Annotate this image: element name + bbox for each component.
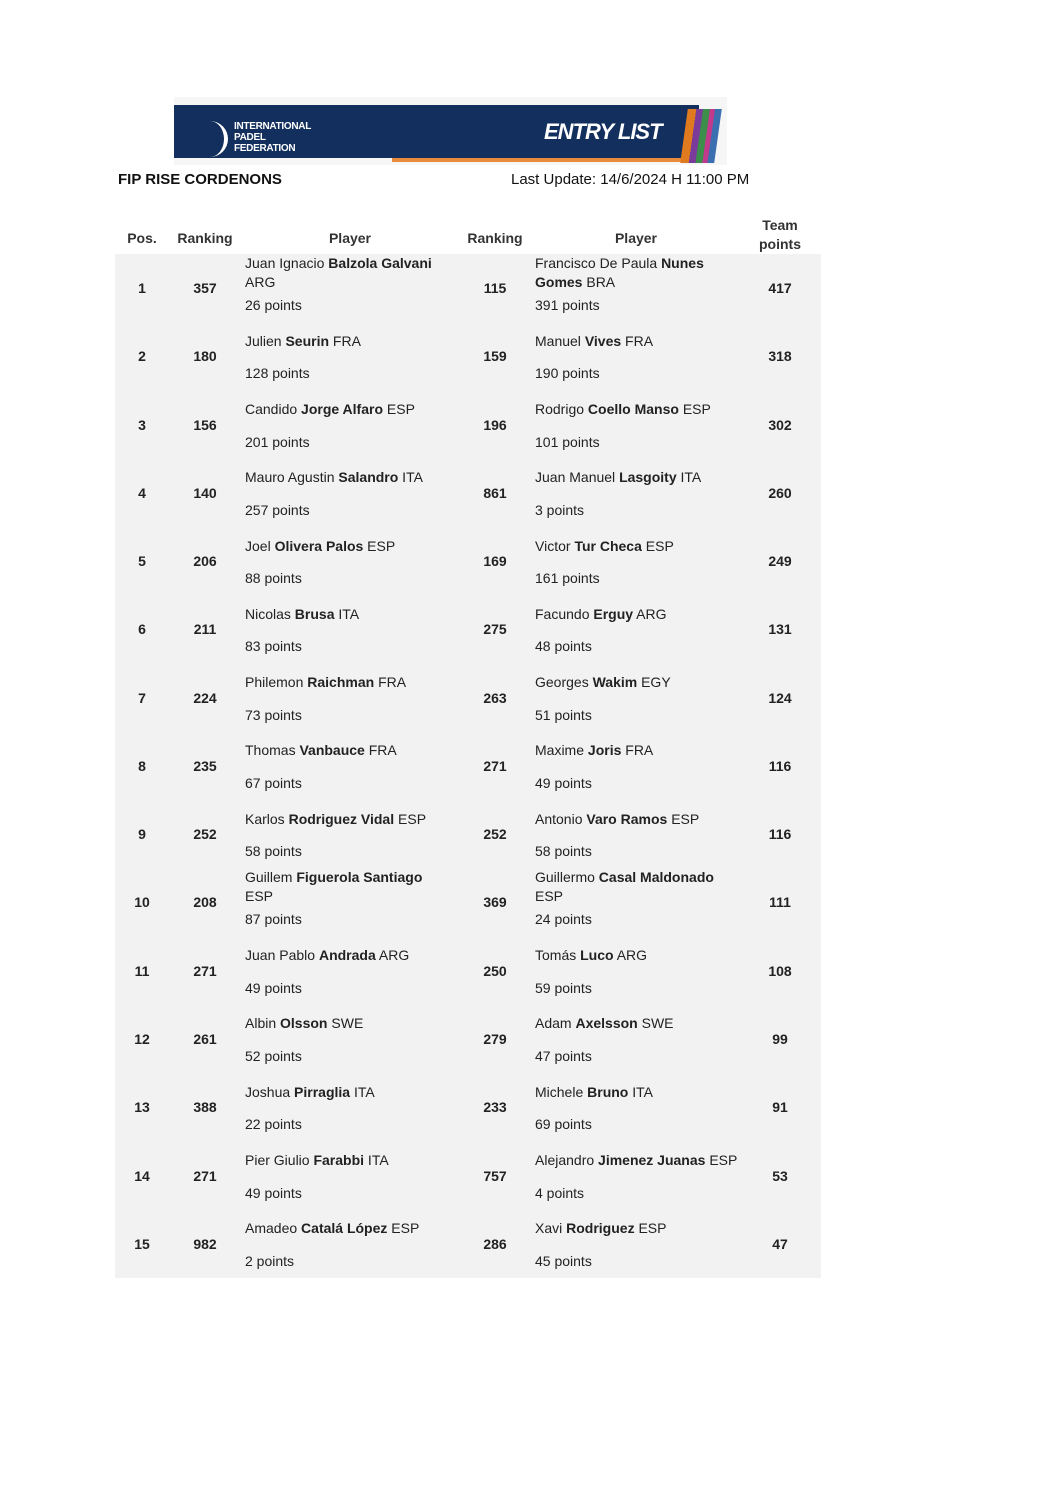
ranking-2: 169 <box>483 553 507 570</box>
player-1 <box>245 1005 450 1066</box>
table-row <box>115 1005 821 1073</box>
last-name: Nunes Gomes <box>535 255 704 290</box>
country: ESP <box>363 537 396 554</box>
first-name: Michele <box>535 1083 588 1100</box>
team-points: 47 <box>772 1235 788 1252</box>
table-row <box>115 800 821 868</box>
last-name: Olsson <box>280 1015 328 1032</box>
tournament-title: FIP RISE CORDENONS <box>118 171 282 188</box>
first-name: Guillermo <box>535 869 599 886</box>
last-name: Jorge Alfaro <box>301 401 383 418</box>
country: SWE <box>637 1015 674 1032</box>
header-ranking-2: Ranking <box>467 230 523 246</box>
player-2 <box>535 595 740 656</box>
ranking-2: 861 <box>483 484 507 501</box>
last-name: Erguy <box>593 605 634 622</box>
last-name: Varo Ramos <box>586 810 668 827</box>
header-team-points: Team points <box>759 217 801 252</box>
table-row <box>115 254 821 322</box>
country: EGY <box>637 674 671 691</box>
last-name: Farabbi <box>313 1152 365 1168</box>
player-name <box>245 322 450 360</box>
player-2 <box>535 1073 740 1134</box>
country: SWE <box>327 1015 364 1032</box>
player-points: 52 points <box>245 1047 302 1064</box>
country: ITA <box>334 605 360 622</box>
last-name: Figuerola Santiago <box>296 869 423 886</box>
banner-accent <box>392 158 692 162</box>
first-name: Mauro Agustin <box>245 469 339 486</box>
country: ESP <box>667 810 700 827</box>
player-points: 101 points <box>535 433 600 450</box>
ranking-1: 261 <box>193 1030 217 1047</box>
player-name <box>245 868 450 906</box>
first-name: Alejandro <box>535 1152 599 1168</box>
ranking-1: 252 <box>193 826 217 843</box>
last-update: Last Update: 14/6/2024 H 11:00 PM <box>511 171 750 188</box>
last-name: Pirraglia <box>294 1083 351 1100</box>
first-name: Rodrigo <box>535 401 588 418</box>
position: 11 <box>134 962 150 979</box>
player-name <box>535 664 740 702</box>
last-name: Vives <box>584 332 622 349</box>
last-name: Coello Manso <box>587 401 679 418</box>
ranking-1: 271 <box>193 962 217 979</box>
player-2 <box>535 868 740 929</box>
last-name: Andrada <box>318 947 376 964</box>
table-row <box>115 1142 821 1210</box>
position: 14 <box>134 1167 150 1184</box>
first-name: Candido <box>245 401 302 418</box>
player-points: 24 points <box>535 911 592 928</box>
team-points: 417 <box>768 280 792 296</box>
player-name <box>535 391 740 429</box>
player-2 <box>535 1005 740 1066</box>
player-points: 190 points <box>535 365 600 382</box>
player-2 <box>535 664 740 725</box>
player-points: 49 points <box>245 979 302 996</box>
ranking-1: 235 <box>193 757 217 774</box>
position: 2 <box>138 348 146 365</box>
team-points: 249 <box>768 553 792 570</box>
player-name <box>245 459 450 497</box>
team-points: 302 <box>768 416 792 433</box>
country: FRA <box>621 742 654 759</box>
player-name <box>245 664 450 702</box>
player-1 <box>245 1142 450 1203</box>
last-name: Olivera Palos <box>274 537 364 554</box>
ranking-1: 180 <box>193 348 217 365</box>
team-points: 116 <box>768 826 792 843</box>
player-1 <box>245 527 450 588</box>
country: ARG <box>375 947 410 964</box>
player-1 <box>245 868 450 929</box>
first-name: Nicolas <box>245 605 295 622</box>
first-name: Juan Ignacio <box>245 255 329 271</box>
country: FRA <box>329 332 361 349</box>
player-name <box>535 254 740 292</box>
country: ESP <box>535 888 564 905</box>
first-name: Manuel <box>535 332 585 349</box>
player-points: 128 points <box>245 365 310 382</box>
ranking-2: 286 <box>483 1235 507 1252</box>
first-name: Xavi <box>535 1220 567 1237</box>
player-name <box>535 322 740 360</box>
team-points: 99 <box>772 1030 788 1047</box>
team-points: 124 <box>768 689 792 706</box>
position: 7 <box>138 689 146 706</box>
country: ITA <box>350 1083 375 1100</box>
country: ARG <box>613 947 648 964</box>
table-row <box>115 937 821 1005</box>
player-points: 22 points <box>245 1116 302 1133</box>
player-points: 51 points <box>535 706 592 723</box>
last-name: Axelsson <box>575 1015 638 1032</box>
player-1 <box>245 1073 450 1134</box>
player-points: 58 points <box>245 843 302 860</box>
banner-label: ENTRY LIST <box>544 119 662 144</box>
player-1 <box>245 937 450 998</box>
player-points: 257 points <box>245 501 310 518</box>
position: 12 <box>134 1030 150 1047</box>
first-name: Facundo <box>535 605 594 622</box>
player-points: 73 points <box>245 706 302 723</box>
ranking-2: 369 <box>483 894 507 911</box>
player-name <box>245 1210 450 1248</box>
country: ESP <box>387 1220 420 1237</box>
player-name <box>535 595 740 633</box>
player-name <box>535 1210 740 1248</box>
country: ITA <box>364 1152 389 1168</box>
player-1 <box>245 595 450 656</box>
country: ITA <box>628 1083 653 1100</box>
player-1 <box>245 391 450 452</box>
player-name <box>245 800 450 838</box>
player-2 <box>535 391 740 452</box>
player-2 <box>535 1210 740 1271</box>
player-2 <box>535 1142 740 1203</box>
team-points: 260 <box>768 484 792 501</box>
position: 3 <box>138 416 146 433</box>
player-name <box>535 800 740 838</box>
player-points: 69 points <box>535 1116 592 1133</box>
player-points: 88 points <box>245 570 302 587</box>
player-name <box>535 1142 740 1180</box>
ranking-2: 279 <box>483 1030 507 1047</box>
player-points: 58 points <box>535 843 592 860</box>
position: 15 <box>134 1235 150 1252</box>
country: ITA <box>676 469 702 486</box>
first-name: Karlos <box>245 810 289 827</box>
last-name: Catalá López <box>301 1220 388 1237</box>
position: 8 <box>138 757 146 774</box>
first-name: Amadeo <box>245 1220 302 1237</box>
first-name: Juan Manuel <box>535 469 620 486</box>
ranking-2: 115 <box>483 280 507 296</box>
fip-logo-icon <box>200 121 228 157</box>
player-2 <box>535 800 740 861</box>
ranking-2: 196 <box>483 416 507 433</box>
country: ESP <box>634 1220 667 1237</box>
first-name: Guillem <box>245 869 297 886</box>
position: 5 <box>138 553 146 570</box>
player-name <box>535 937 740 975</box>
country: ESP <box>245 888 274 905</box>
player-name <box>245 937 450 975</box>
player-points: 49 points <box>535 774 592 791</box>
ranking-2: 250 <box>483 962 507 979</box>
ranking-1: 224 <box>193 689 217 706</box>
player-2 <box>535 322 740 383</box>
last-name: Rodriguez <box>566 1220 635 1237</box>
table-row <box>115 322 821 390</box>
player-name <box>535 732 740 770</box>
ranking-1: 156 <box>193 416 217 433</box>
country: ESP <box>641 537 674 554</box>
first-name: Juan Pablo <box>245 947 319 964</box>
last-name: Luco <box>580 947 614 964</box>
player-points: 161 points <box>535 570 600 587</box>
last-name: Casal Maldonado <box>598 869 714 886</box>
ranking-2: 271 <box>483 757 507 774</box>
last-name: Salandro <box>338 469 399 486</box>
country: BRA <box>582 274 616 290</box>
country: ESP <box>678 401 711 418</box>
player-name <box>245 391 450 429</box>
position: 9 <box>138 826 146 843</box>
team-points: 53 <box>772 1167 788 1184</box>
team-points: 131 <box>768 621 792 638</box>
table-row <box>115 527 821 595</box>
fip-banner <box>174 97 727 165</box>
position: 13 <box>134 1099 150 1116</box>
ranking-1: 140 <box>193 484 217 501</box>
ranking-1: 211 <box>193 621 217 638</box>
country: ARG <box>245 274 276 290</box>
player-1 <box>245 254 450 315</box>
header-player-1: Player <box>328 230 372 246</box>
player-name <box>535 459 740 497</box>
first-name: Tomás <box>535 947 581 964</box>
player-1 <box>245 732 450 793</box>
country: FRA <box>621 332 654 349</box>
player-2 <box>535 732 740 793</box>
ranking-1: 357 <box>193 280 217 296</box>
country: ESP <box>394 810 427 827</box>
player-name <box>245 1142 450 1180</box>
last-name: Joris <box>587 742 622 759</box>
ranking-2: 159 <box>483 348 507 365</box>
country: ARG <box>633 605 667 622</box>
player-2 <box>535 527 740 588</box>
last-name: Lasgoity <box>619 469 677 486</box>
first-name: Maxime <box>535 742 588 759</box>
country: ITA <box>398 469 423 486</box>
player-points: 49 points <box>245 1184 302 1201</box>
player-name <box>535 1005 740 1043</box>
table-row <box>115 732 821 800</box>
team-points: 318 <box>768 348 792 365</box>
player-2 <box>535 459 740 520</box>
first-name: Philemon <box>245 674 308 691</box>
last-name: Seurin <box>285 332 330 349</box>
team-points: 108 <box>768 962 792 979</box>
position: 10 <box>134 894 150 911</box>
first-name: Thomas <box>245 742 300 759</box>
team-points: 91 <box>772 1099 788 1116</box>
ranking-1: 271 <box>193 1167 217 1184</box>
ranking-1: 388 <box>193 1099 217 1116</box>
ranking-1: 208 <box>193 894 217 911</box>
table-row <box>115 664 821 732</box>
team-points: 111 <box>769 894 791 911</box>
player-1 <box>245 322 450 383</box>
player-points: 67 points <box>245 774 302 791</box>
team-points: 116 <box>768 757 792 774</box>
player-points: 47 points <box>535 1047 592 1064</box>
player-1 <box>245 459 450 520</box>
player-name <box>535 1073 740 1111</box>
last-name: Balzola Galvani <box>328 255 432 271</box>
player-name <box>245 1073 450 1111</box>
player-2 <box>535 937 740 998</box>
first-name: Antonio <box>535 810 587 827</box>
ranking-2: 275 <box>483 621 507 638</box>
first-name: Pier Giulio <box>245 1152 314 1168</box>
ranking-1: 982 <box>193 1235 217 1252</box>
table-row <box>115 595 821 663</box>
player-points: 59 points <box>535 979 592 996</box>
table-row <box>115 459 821 527</box>
first-name: Albin <box>245 1015 281 1032</box>
player-points: 2 points <box>245 1252 295 1269</box>
player-points: 26 points <box>245 297 302 313</box>
player-name <box>535 527 740 565</box>
position: 1 <box>138 280 146 296</box>
last-name: Vanbauce <box>299 742 365 759</box>
banner-bar <box>174 105 699 158</box>
player-1 <box>245 800 450 861</box>
last-name: Rodriguez Vidal <box>288 810 395 827</box>
last-name: Jimenez Juanas <box>598 1152 706 1168</box>
player-points: 83 points <box>245 638 302 655</box>
entry-table <box>115 254 821 1278</box>
ranking-1: 206 <box>193 553 217 570</box>
first-name: Julien <box>245 332 286 349</box>
first-name: Victor <box>535 537 575 554</box>
player-2 <box>535 254 740 315</box>
player-points: 201 points <box>245 433 310 450</box>
player-name <box>535 868 740 906</box>
position: 6 <box>138 621 146 638</box>
country: ESP <box>383 401 415 418</box>
player-points: 87 points <box>245 911 302 928</box>
player-points: 4 points <box>535 1184 585 1201</box>
player-points: 3 points <box>535 501 585 518</box>
first-name: Joel <box>245 537 275 554</box>
header-pos: Pos. <box>127 230 157 246</box>
first-name: Adam <box>535 1015 576 1032</box>
last-name: Tur Checa <box>574 537 642 554</box>
player-name <box>245 1005 450 1043</box>
ranking-2: 252 <box>483 826 507 843</box>
country: ESP <box>705 1152 738 1168</box>
header-ranking-1: Ranking <box>177 230 233 246</box>
table-row <box>115 391 821 459</box>
player-points: 48 points <box>535 638 592 655</box>
first-name: Francisco De Paula <box>535 255 662 271</box>
player-name <box>245 732 450 770</box>
last-name: Raichman <box>307 674 375 691</box>
table-row <box>115 1210 821 1278</box>
last-name: Brusa <box>294 605 335 622</box>
header-player-2: Player <box>614 230 658 246</box>
ranking-2: 757 <box>483 1167 507 1184</box>
player-1 <box>245 664 450 725</box>
banner-stripes <box>680 109 722 163</box>
fip-logo-text: INTERNATIONAL PADEL FEDERATION <box>234 121 311 154</box>
last-name: Wakim <box>592 674 638 691</box>
table-row <box>115 1073 821 1141</box>
player-name <box>245 254 450 292</box>
player-name <box>245 527 450 565</box>
country: FRA <box>374 674 407 691</box>
last-name: Bruno <box>587 1083 629 1100</box>
first-name: Joshua <box>245 1083 295 1100</box>
ranking-2: 233 <box>483 1099 507 1116</box>
country: FRA <box>364 742 397 759</box>
table-row <box>115 868 821 936</box>
first-name: Georges <box>535 674 593 691</box>
player-points: 45 points <box>535 1252 592 1269</box>
position: 4 <box>138 484 146 501</box>
ranking-2: 263 <box>483 689 507 706</box>
player-name <box>245 595 450 633</box>
player-points: 391 points <box>535 297 600 313</box>
player-1 <box>245 1210 450 1271</box>
